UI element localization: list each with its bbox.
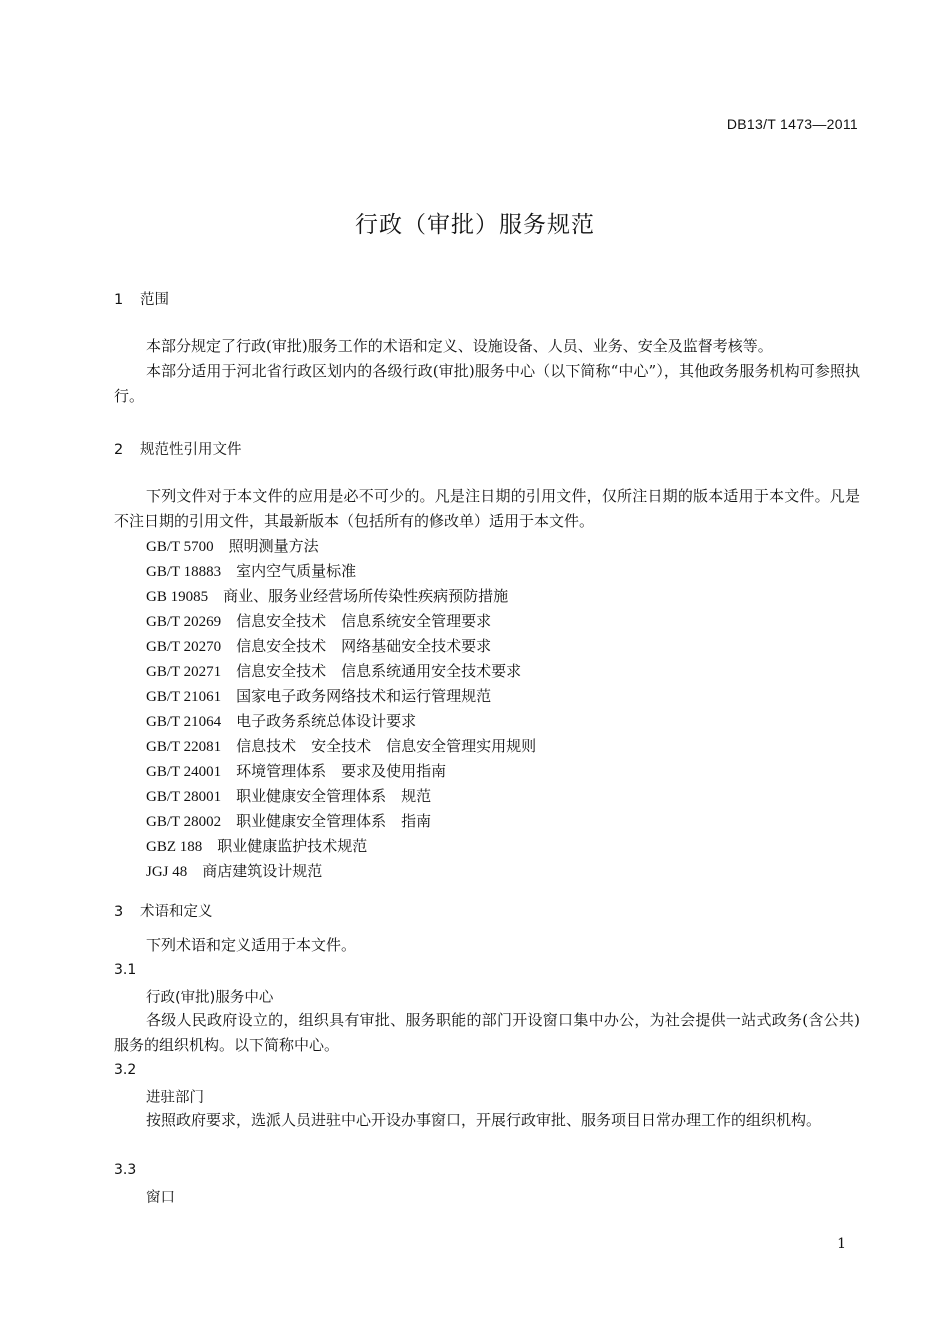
reference-code: GB/T 21061 (146, 689, 222, 705)
section-title: 规范性引用文件 (140, 442, 242, 458)
term-number: 3.2 (114, 1062, 137, 1078)
reference-item (146, 584, 508, 610)
reference-code: GB/T 24001 (146, 764, 222, 780)
reference-code: GB/T 22081 (146, 739, 222, 755)
term-name: 窗口 (146, 1190, 175, 1206)
reference-code: GB/T 5700 (146, 539, 214, 555)
section-number: 2 (114, 442, 124, 458)
document-title: 行政（审批）服务规范 (355, 212, 595, 238)
reference-item (146, 809, 431, 835)
standard-code: DB13/T 1473—2011 (726, 116, 858, 132)
section-title: 范围 (140, 292, 169, 308)
section-1-heading (114, 288, 169, 309)
reference-code: GB/T 20271 (146, 664, 222, 680)
reference-title: 职业健康监护技术规范 (217, 837, 368, 855)
term-name: 进驻部门 (146, 1090, 204, 1106)
reference-code: GB/T 21064 (146, 714, 222, 730)
reference-item (146, 859, 322, 885)
reference-title: 信息技术 安全技术 信息安全管理实用规则 (236, 737, 537, 755)
terms-intro: 下列术语和定义适用于本文件。 (146, 936, 357, 954)
section-title: 术语和定义 (140, 904, 213, 920)
reference-title: 国家电子政务网络技术和运行管理规范 (236, 687, 492, 705)
reference-title: 职业健康安全管理体系 指南 (236, 812, 432, 830)
reference-item (146, 784, 431, 810)
reference-item (146, 834, 367, 860)
reference-code: GB/T 28001 (146, 789, 222, 805)
section-number: 1 (114, 292, 124, 308)
reference-item (146, 659, 521, 685)
reference-item (146, 634, 491, 660)
section-3-heading (114, 900, 213, 921)
reference-title: 信息安全技术 信息系统安全管理要求 (236, 612, 492, 630)
reference-item (146, 734, 536, 760)
reference-code: JGJ 48 (146, 864, 188, 880)
term-definition: 按照政府要求，选派人员进驻中心开设办事窗口，开展行政审批、服务项目日常办理工作的组织机构。 (146, 1111, 822, 1129)
reference-item (146, 759, 446, 785)
references-intro: 下列文件对于本文件的应用是必不可少的。凡是注日期的引用文件，仅所注日期的版本适用于本文件。凡是不注日期的引用文件，其最新版本（包括所有的修改单）适用于本文件。 (114, 487, 860, 530)
term-number: 3.1 (114, 962, 137, 978)
reference-title: 环境管理体系 要求及使用指南 (236, 762, 447, 780)
reference-code: GB/T 28002 (146, 814, 222, 830)
page-number: 1 (837, 1236, 846, 1252)
reference-title: 商业、服务业经营场所传染性疾病预防措施 (223, 587, 509, 605)
reference-title: 电子政务系统总体设计要求 (236, 712, 417, 730)
reference-item (146, 609, 491, 635)
reference-code: GB 19085 (146, 589, 209, 605)
reference-code: GB/T 20270 (146, 639, 222, 655)
reference-item (146, 709, 416, 735)
reference-title: 商店建筑设计规范 (202, 862, 323, 880)
reference-code: GB/T 18883 (146, 564, 222, 580)
reference-code: GB/T 20269 (146, 614, 222, 630)
reference-title: 照明测量方法 (228, 537, 319, 555)
reference-title: 信息安全技术 网络基础安全技术要求 (236, 637, 492, 655)
section-number: 3 (114, 904, 124, 920)
reference-item (146, 684, 491, 710)
reference-title: 职业健康安全管理体系 规范 (236, 787, 432, 805)
term-name: 行政(审批)服务中心 (146, 990, 274, 1006)
reference-item (146, 534, 319, 560)
scope-paragraph-2: 本部分适用于河北省行政区划内的各级行政(审批)服务中心（以下简称“中心”），其他政务服务机构可参照执行。 (114, 362, 860, 405)
section-2-heading (114, 438, 242, 459)
reference-title: 信息安全技术 信息系统通用安全技术要求 (236, 662, 522, 680)
scope-paragraph-1: 本部分规定了行政(审批)服务工作的术语和定义、设施设备、人员、业务、安全及监督考核等。 (146, 337, 773, 355)
reference-title: 室内空气质量标准 (236, 562, 357, 580)
term-definition: 各级人民政府设立的，组织具有审批、服务职能的部门开设窗口集中办公，为社会提供一站式政务(含公共)服务的组织机构。以下简称中心。 (114, 1011, 860, 1054)
reference-item (146, 559, 356, 585)
reference-code: GBZ 188 (146, 839, 203, 855)
term-number: 3.3 (114, 1162, 137, 1178)
